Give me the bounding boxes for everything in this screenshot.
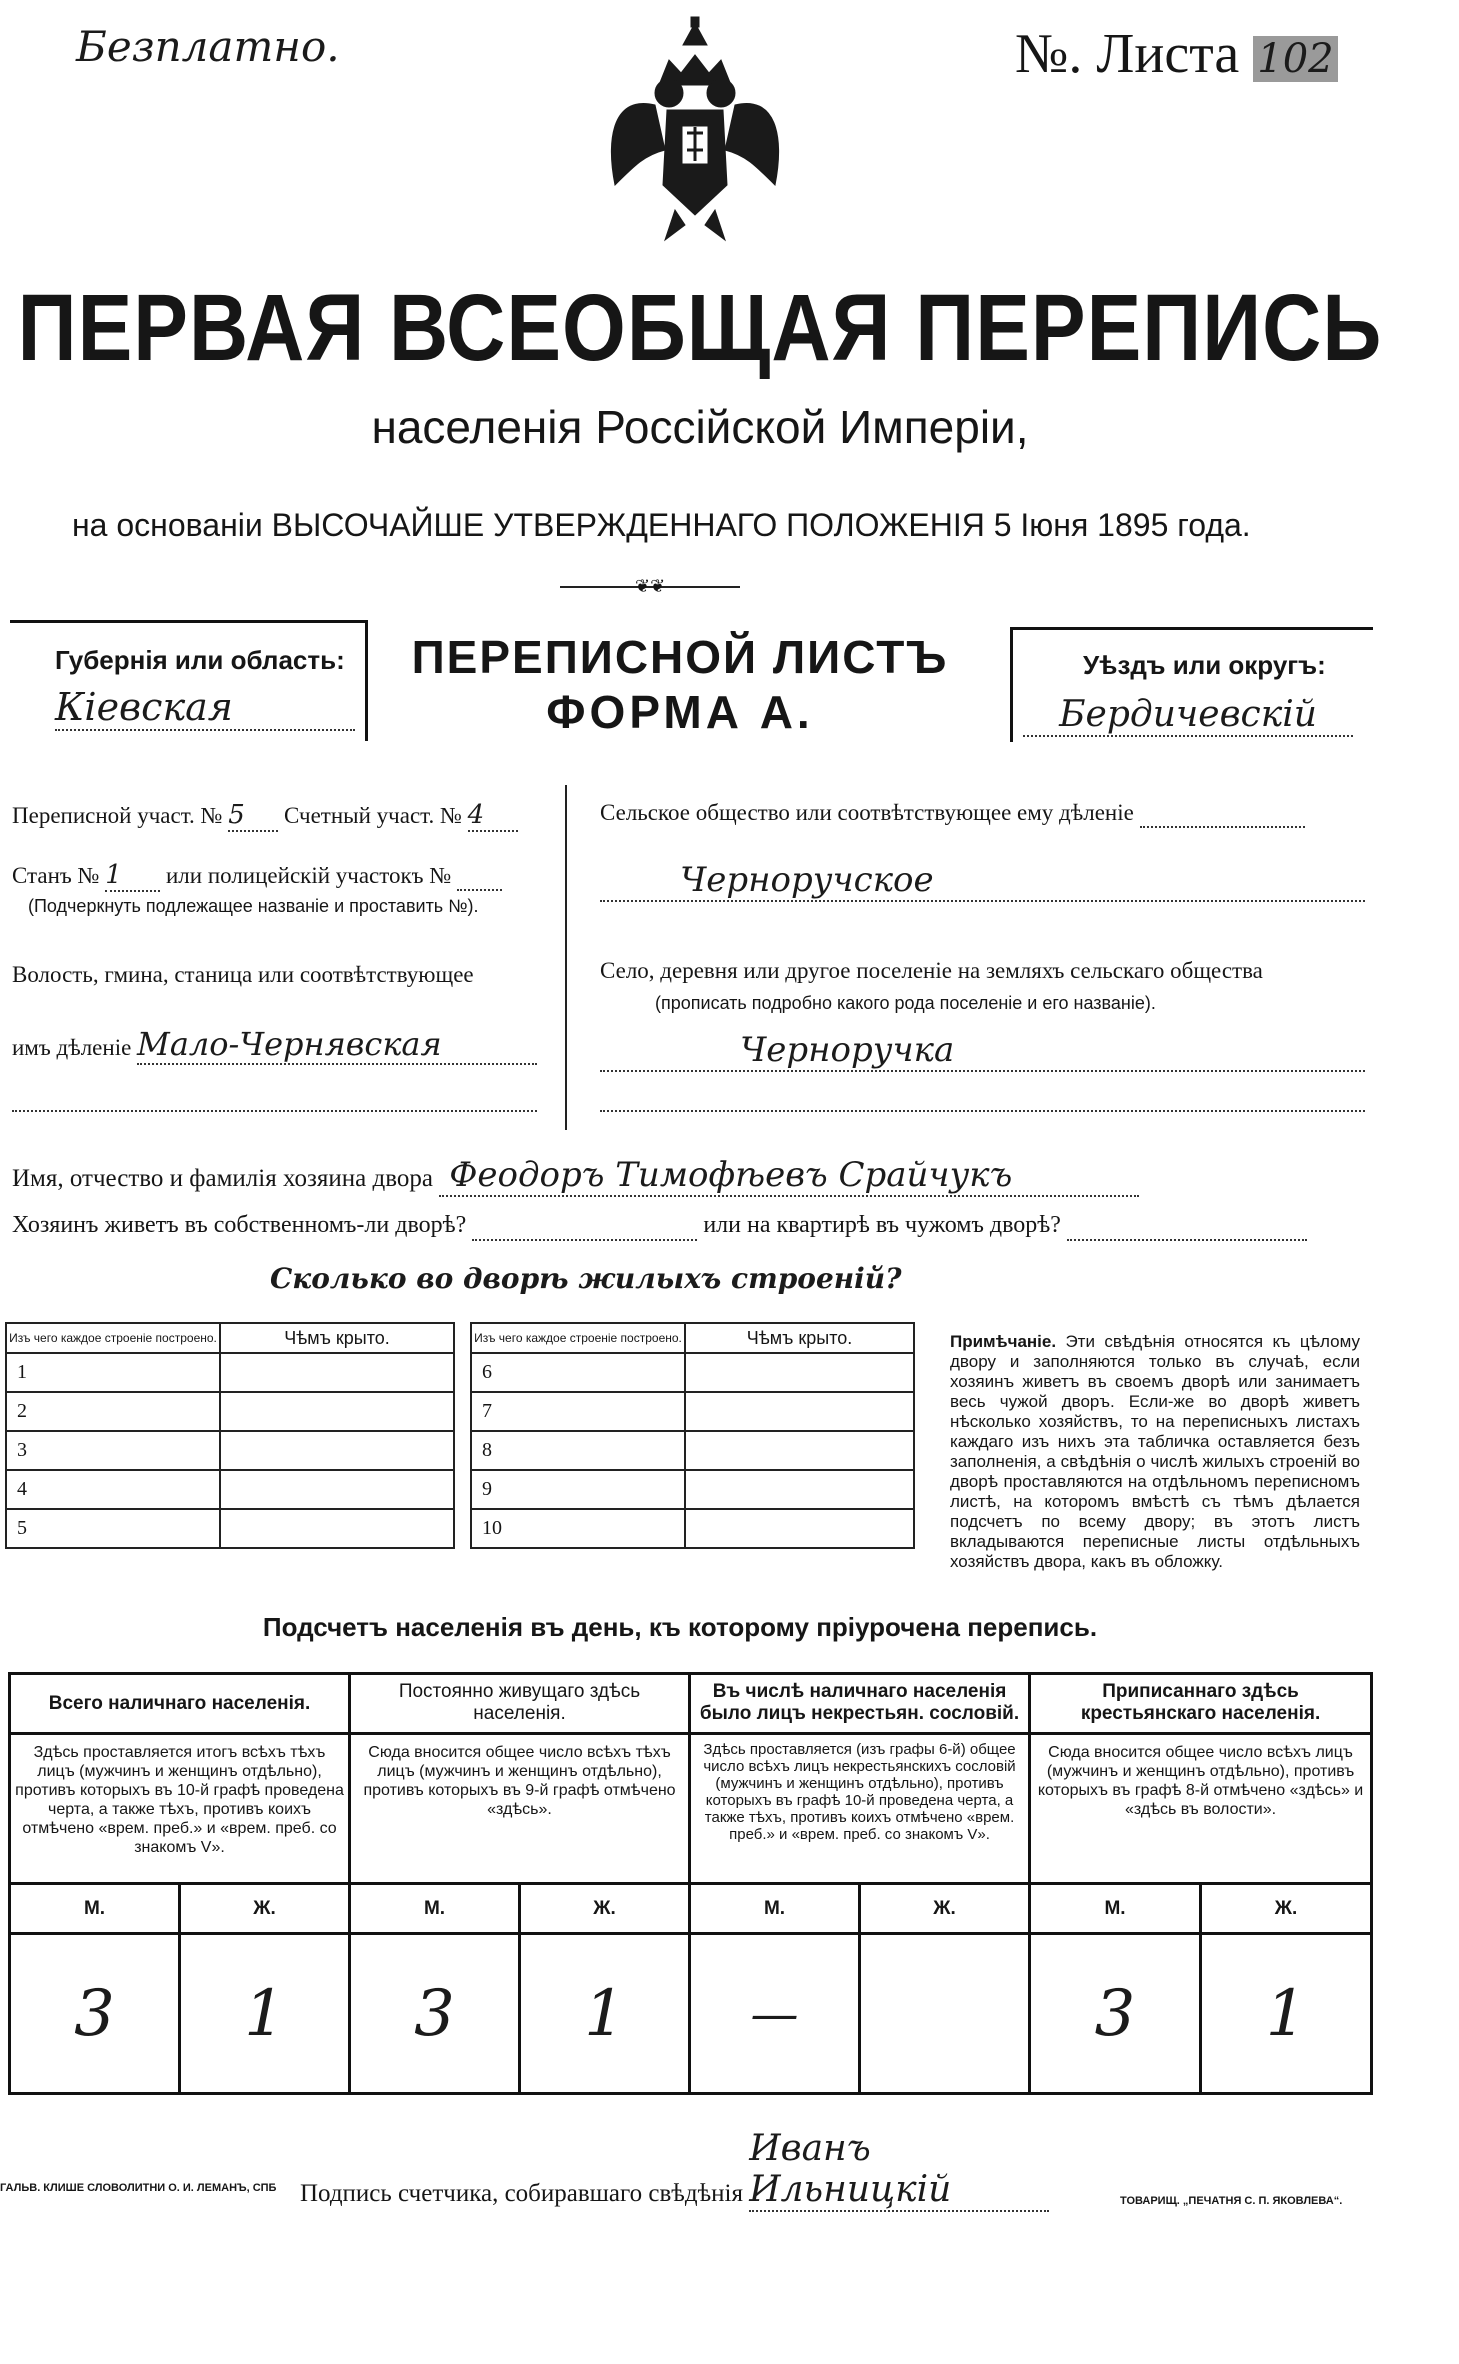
village-note: (прописать подробно какого рода поселеніе и его названіе).	[655, 993, 1156, 1013]
footer-left: ГАЛЬВ. КЛИШЕ СЛОВОЛИТНИ О. И. ЛЕМАНЪ, СПБ	[0, 2182, 277, 2194]
remark-block	[950, 1332, 1360, 1572]
population-table	[8, 1672, 1373, 2095]
building-row-roof	[685, 1392, 914, 1431]
volost-value: Мало-Чернявская	[137, 1025, 537, 1065]
remark-title: Примѣчаніе.	[950, 1332, 1057, 1351]
building-row-number: 9	[471, 1470, 685, 1509]
pop-col-total-desc: Здѣсь проставляется итогъ всѣхъ тѣхъ лицъ (мужчинъ и женщинъ отдѣльно), противъ которыхъ въ 10-й графѣ проведена черта, а также тѣхъ, противъ коихъ отмѣчено «врем. преб.» и «врем. преб. со знакомъ V».	[10, 1734, 350, 1884]
form-subtitle: ФОРМА А.	[546, 686, 814, 738]
stan-note: (Подчеркнуть подлежащее названіе и проставить №).	[28, 896, 479, 916]
signature-value: Иванъ Ильницкій	[749, 2128, 1049, 2212]
pop-col-nonpeasant-header: Въ числѣ наличнаго населенія было лицъ некрестьян. сословій.	[690, 1674, 1030, 1734]
permanent-female-value: 1	[520, 1934, 690, 2094]
building-row-roof	[685, 1431, 914, 1470]
building-row-number: 6	[471, 1353, 685, 1392]
page-title: ПЕРВАЯ ВСЕОБЩАЯ ПЕРЕПИСЬ	[17, 276, 1383, 381]
society-label: Сельское общество или соотвѣтствующее ему дѣленіе	[600, 800, 1134, 825]
male-header: М.	[350, 1884, 520, 1934]
owner-lives-label: Хозяинъ живетъ въ собственномъ-ли дворѣ?	[12, 1212, 467, 1238]
building-row-number: 1	[6, 1353, 220, 1392]
building-row-number: 3	[6, 1431, 220, 1470]
column-divider	[565, 785, 567, 1130]
owner-name-value: Феодоръ Тимофѣевъ Срайчукъ	[439, 1155, 1139, 1197]
right-blank-line	[600, 1110, 1365, 1112]
sheet-number-label: №. Листа	[1015, 23, 1240, 85]
basis-line: на основаніи ВЫСОЧАЙШЕ УТВЕРЖДЕННАГО ПОЛОЖЕНІЯ 5 Іюня 1895 года.	[72, 507, 1251, 543]
col-material-header: Изъ чего каждое строеніе построено.	[6, 1323, 220, 1353]
census-plot-label: Переписной участ. №	[12, 803, 223, 828]
pop-col-nonpeasant-desc: Здѣсь проставляется (изъ графы 6-й) общее число всѣхъ лицъ некрестьянскихъ сословій (мужчинъ и женщинъ отдѣльно), противъ которыхъ въ графѣ 10-й проведена черта, а также тѣхъ, противъ коихъ отмѣчено «врем. преб.» и «врем. преб. со знакомъ V».	[690, 1734, 1030, 1884]
col-material-header: Изъ чего каждое строеніе построено.	[471, 1323, 685, 1353]
stan-label: Станъ №	[12, 863, 100, 888]
building-row-roof	[220, 1353, 454, 1392]
building-row-roof	[220, 1392, 454, 1431]
buildings-question: Сколько во дворѣ жилыхъ строеній?	[270, 1262, 902, 1295]
owner-or-blank	[1067, 1212, 1307, 1241]
building-row-roof	[220, 1470, 454, 1509]
census-plot-value: 5	[228, 800, 278, 832]
stan-value: 1	[105, 860, 160, 892]
count-plot-value: 4	[468, 800, 518, 832]
building-row-roof	[685, 1470, 914, 1509]
building-row-roof	[220, 1431, 454, 1470]
population-title: Подсчетъ населенія въ день, къ которому пріурочена перепись.	[262, 1612, 1098, 1642]
pop-col-permanent-desc: Сюда вносится общее число всѣхъ тѣхъ лицъ (мужчинъ и женщинъ отдѣльно), противъ которыхъ въ 9-й графѣ отмѣчено «здѣсь».	[350, 1734, 690, 1884]
village-value: Черноручка	[600, 1030, 1365, 1072]
col-roof-header: Чѣмъ крыто.	[685, 1323, 914, 1353]
free-label: Безплатно.	[76, 22, 340, 71]
society-field	[600, 800, 1305, 828]
form-title: ПЕРЕПИСНОЙ ЛИСТЪ	[411, 631, 949, 683]
uezd-value: Бердичевскій	[1023, 694, 1353, 737]
permanent-male-value: 3	[350, 1934, 520, 2094]
pop-col-peasant-desc: Сюда вносится общее число всѣхъ лицъ (мужчинъ и женщинъ отдѣльно), противъ которыхъ въ графѣ 8-й отмѣчено «здѣсь» и «здѣсь въ волости».	[1030, 1734, 1372, 1884]
building-row-number: 8	[471, 1431, 685, 1470]
male-header: М.	[10, 1884, 180, 1934]
building-row-number: 2	[6, 1392, 220, 1431]
uezd-box	[1010, 627, 1373, 742]
ornament-glyph: ❦❦	[635, 576, 666, 596]
nonpeasant-female-value	[860, 1934, 1030, 2094]
female-header: Ж.	[1201, 1884, 1372, 1934]
pop-col-permanent-header: Постоянно живущаго здѣсь населенія.	[350, 1674, 690, 1734]
signature-label: Подпись счетчика, собиравшаго свѣдѣнія	[300, 2180, 743, 2207]
pop-col-total-header: Всего наличнаго населенія.	[10, 1674, 350, 1734]
footer-right: ТОВАРИЩ. „ПЕЧАТНЯ С. П. ЯКОВЛЕВА“.	[1120, 2195, 1343, 2207]
nonpeasant-male-value: —	[690, 1934, 860, 2094]
volost-field	[12, 1025, 537, 1065]
building-row-number: 4	[6, 1470, 220, 1509]
building-row-number: 5	[6, 1509, 220, 1548]
buildings-table-right	[470, 1322, 915, 1549]
male-header: М.	[690, 1884, 860, 1934]
police-value-blank	[457, 863, 502, 891]
owner-lives-field	[12, 1212, 1307, 1241]
peasant-male-value: 3	[1030, 1934, 1201, 2094]
total-female-value: 1	[180, 1934, 350, 2094]
buildings-table-left	[5, 1322, 455, 1549]
gubernia-label: Губернія или область:	[55, 645, 345, 675]
owner-lives-blank	[472, 1212, 697, 1241]
sheet-number-value: 102	[1253, 36, 1337, 82]
owner-name-field	[12, 1155, 1139, 1197]
building-row-roof	[685, 1353, 914, 1392]
sheet-number	[1015, 22, 1338, 86]
col-roof-header: Чѣмъ крыто.	[220, 1323, 454, 1353]
female-header: Ж.	[520, 1884, 690, 1934]
left-blank-line	[12, 1110, 537, 1112]
volost-label: Волость, гмина, станица или соотвѣтствующее	[12, 962, 474, 987]
building-row-number: 10	[471, 1509, 685, 1548]
gubernia-box	[10, 620, 368, 741]
female-header: Ж.	[180, 1884, 350, 1934]
female-header: Ж.	[860, 1884, 1030, 1934]
society-value: Черноручское	[600, 860, 1365, 902]
count-plot-label: Счетный участ. №	[283, 803, 462, 828]
gubernia-value: Кіевская	[55, 685, 355, 731]
building-row-number: 7	[471, 1392, 685, 1431]
stan-field	[12, 860, 502, 892]
signature-field	[300, 2128, 1049, 2212]
owner-name-label: Имя, отчество и фамилія хозяина двора	[12, 1165, 433, 1192]
peasant-female-value: 1	[1201, 1934, 1372, 2094]
village-label: Село, деревня или другое поселеніе на земляхъ сельскаго общества	[600, 958, 1263, 983]
remark-text: Эти свѣдѣнія относятся къ цѣлому двору и заполняются только въ случаѣ, если хозяинъ живетъ въ своемъ дворѣ или занимаетъ весь чужой дворъ. Если-же во дворѣ живетъ нѣсколько хозяйствъ, то на переписныхъ листахъ каждаго изъ нихъ эта табличка оставляется безъ заполненія, а свѣдѣнія о числѣ жилыхъ строеній во дворѣ проставляются на отдѣльномъ переписномъ листѣ, на которомъ вмѣстѣ съ тѣмъ дѣлается подсчетъ по всему двору; въ этотъ листъ вкладываются переписные листы отдѣльныхъ хозяйствъ двора, какъ въ обложку.	[950, 1332, 1360, 1571]
building-row-roof	[685, 1509, 914, 1548]
building-row-roof	[220, 1509, 454, 1548]
society-blank	[1140, 800, 1305, 828]
volost-label-2: имъ дѣленіе	[12, 1035, 132, 1060]
total-male-value: 3	[10, 1934, 180, 2094]
census-plot-field	[12, 800, 518, 832]
imperial-eagle-emblem	[595, 15, 795, 245]
owner-or-label: или на квартирѣ въ чужомъ дворѣ?	[703, 1212, 1061, 1238]
male-header: М.	[1030, 1884, 1201, 1934]
police-label: или полицейскій участокъ №	[165, 863, 452, 888]
pop-col-peasant-header: Приписаннаго здѣсь крестьянскаго населенія.	[1030, 1674, 1372, 1734]
page-subtitle: населенія Россійской Имперіи,	[371, 401, 1029, 453]
uezd-label: Уѣздъ или округъ:	[1083, 650, 1326, 680]
